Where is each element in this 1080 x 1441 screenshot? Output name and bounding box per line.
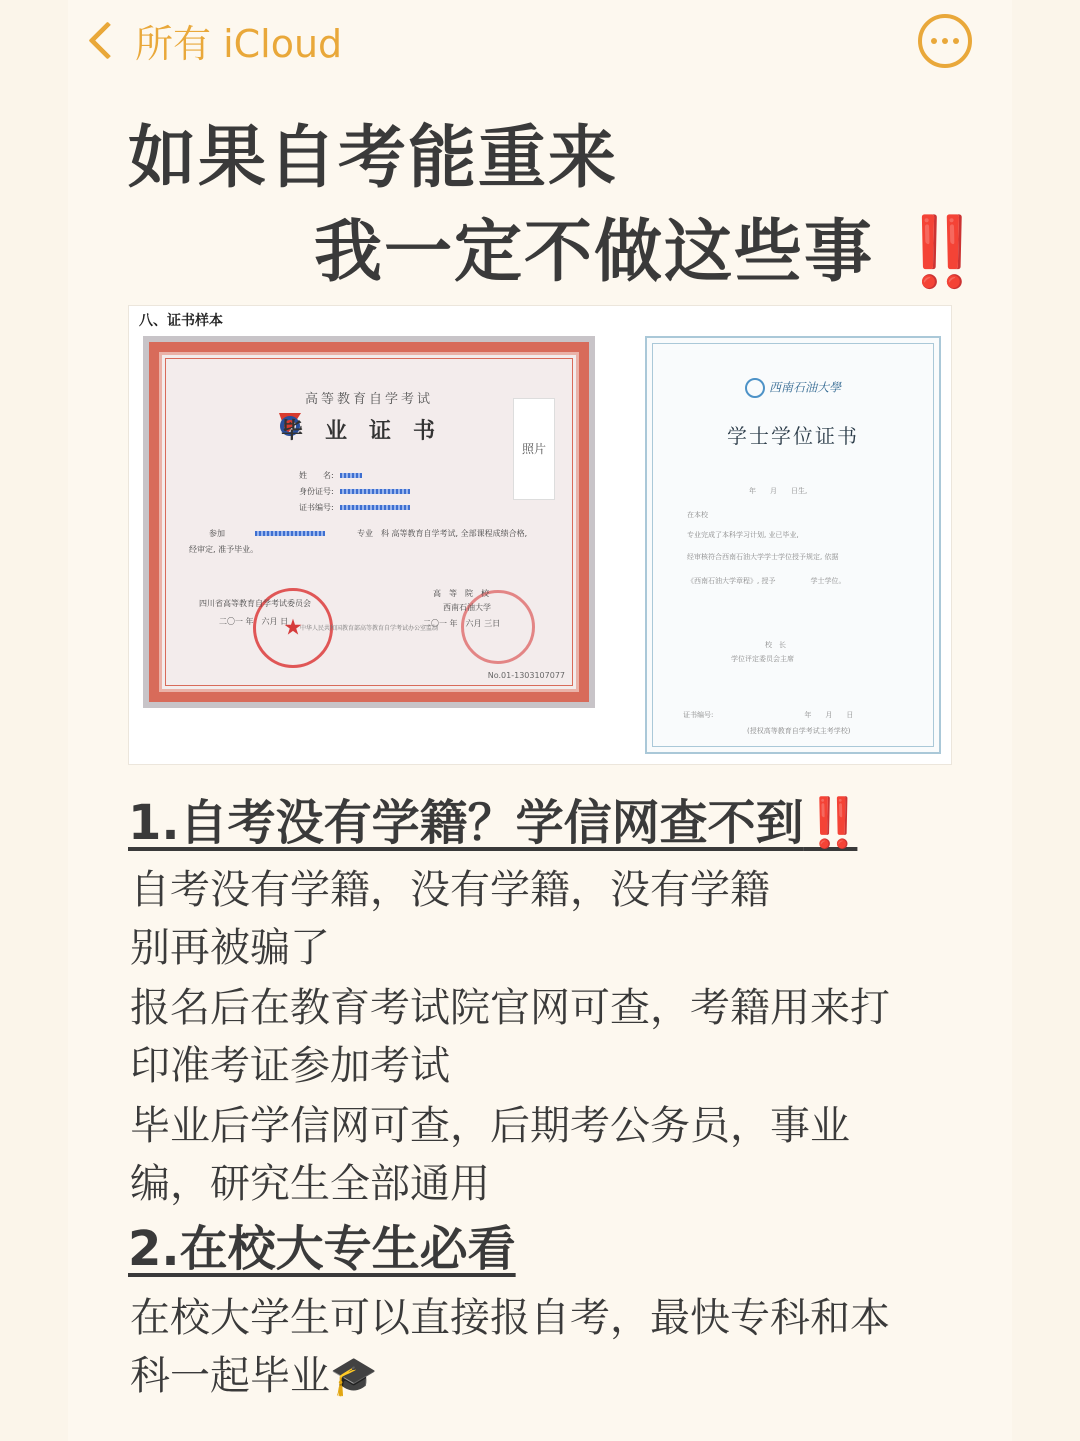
diploma-serial: No.01-1303107077 — [487, 671, 565, 680]
certificate-caption: 八、证书样本 — [139, 313, 223, 329]
diploma-title: 毕业证书 — [280, 418, 457, 444]
major-field: 专业 科 高等教育自学考试, 全部课程成绩合格, — [357, 529, 528, 538]
issuer-left: 四川省高等教育自学考试委员会 — [199, 599, 311, 608]
cert-number-field: 证书编号: — [299, 502, 410, 513]
star-icon: ★ — [283, 615, 303, 641]
section-1-line: 别再被骗了 — [130, 925, 330, 971]
issuer-right-2: 西南石油大学 — [443, 603, 491, 612]
degree-line: 学位评定委员会主席 — [731, 655, 794, 663]
degree-line: 证书编号: 年 月 日 — [683, 711, 854, 719]
name-field: 姓 名: — [299, 470, 362, 481]
double-exclamation-icon: ‼️ — [899, 213, 979, 292]
section-1-heading: 1.自考没有学籍？学信网查不到‼️ — [128, 795, 858, 851]
graduation-diploma — [143, 336, 595, 708]
degree-line: 校 长 — [765, 641, 786, 649]
section-1-line: 自考没有学籍，没有学籍，没有学籍 — [130, 867, 770, 913]
degree-line: 在本校 — [687, 511, 708, 519]
degree-line: 经审核符合西南石油大学学士学位授予规定, 依据 — [687, 553, 839, 561]
back-label: 所有 iCloud — [135, 21, 343, 66]
university-logo: 西南石油大學 — [647, 378, 939, 398]
bachelor-degree-certificate — [645, 336, 941, 754]
section-1-line: 编，研究生全部通用 — [130, 1161, 490, 1207]
graduation-cap-icon: 🎓 — [330, 1354, 378, 1398]
diploma-frame — [149, 342, 589, 702]
title-line-1: 如果自考能重来 — [128, 119, 619, 198]
back-button[interactable] — [82, 10, 342, 70]
section-2-heading: 2.在校大专生必看 — [128, 1221, 516, 1277]
university-emblem-icon — [745, 378, 765, 398]
section-1-line: 毕业后学信网可查，后期考公务员，事业 — [130, 1103, 850, 1149]
join-field: 参加 — [209, 528, 325, 539]
chevron-left-icon — [88, 21, 126, 59]
issuer-right-1: 高 等 院 校 — [433, 589, 489, 598]
section-2-line: 科一起毕业🎓 — [130, 1353, 378, 1399]
diploma-header: 高等教育自学考试 — [304, 392, 433, 407]
degree-line: 年 月 日生, — [707, 487, 808, 495]
double-exclamation-icon: ‼️ — [803, 795, 858, 851]
verify-text: 经审定, 准予毕业。 — [189, 545, 259, 554]
date-left: 二〇一 年 六月 日 — [219, 617, 289, 626]
certificate-sample-image — [128, 305, 952, 765]
degree-line: (授权高等教育自学考试主考学校) — [747, 727, 851, 735]
ellipsis-icon — [931, 38, 937, 44]
section-1-line: 印准考证参加考试 — [130, 1043, 450, 1089]
title-line-2: 我一定不做这些事 ‼️ — [314, 213, 979, 292]
id-field: 身份证号: — [299, 486, 410, 497]
degree-line: 《西南石油大学章程》, 授予 学士学位。 — [687, 577, 846, 585]
date-right: 二〇一 年 六月 三日 — [423, 619, 501, 628]
degree-line: 专业完成了本科学习计划, 业已毕业, — [687, 531, 799, 539]
section-2-line: 在校大学生可以直接报自考，最快专科和本 — [130, 1295, 890, 1341]
diploma-footer: 中华人民共和国教育部高等教育自学考试办公室监制 — [299, 625, 438, 632]
section-1-line: 报名后在教育考试院官网可查，考籍用来打 — [130, 985, 890, 1031]
more-options-button[interactable] — [918, 14, 972, 68]
photo-placeholder: 照片 — [513, 398, 555, 500]
degree-title: 学士学位证书 — [727, 424, 859, 448]
